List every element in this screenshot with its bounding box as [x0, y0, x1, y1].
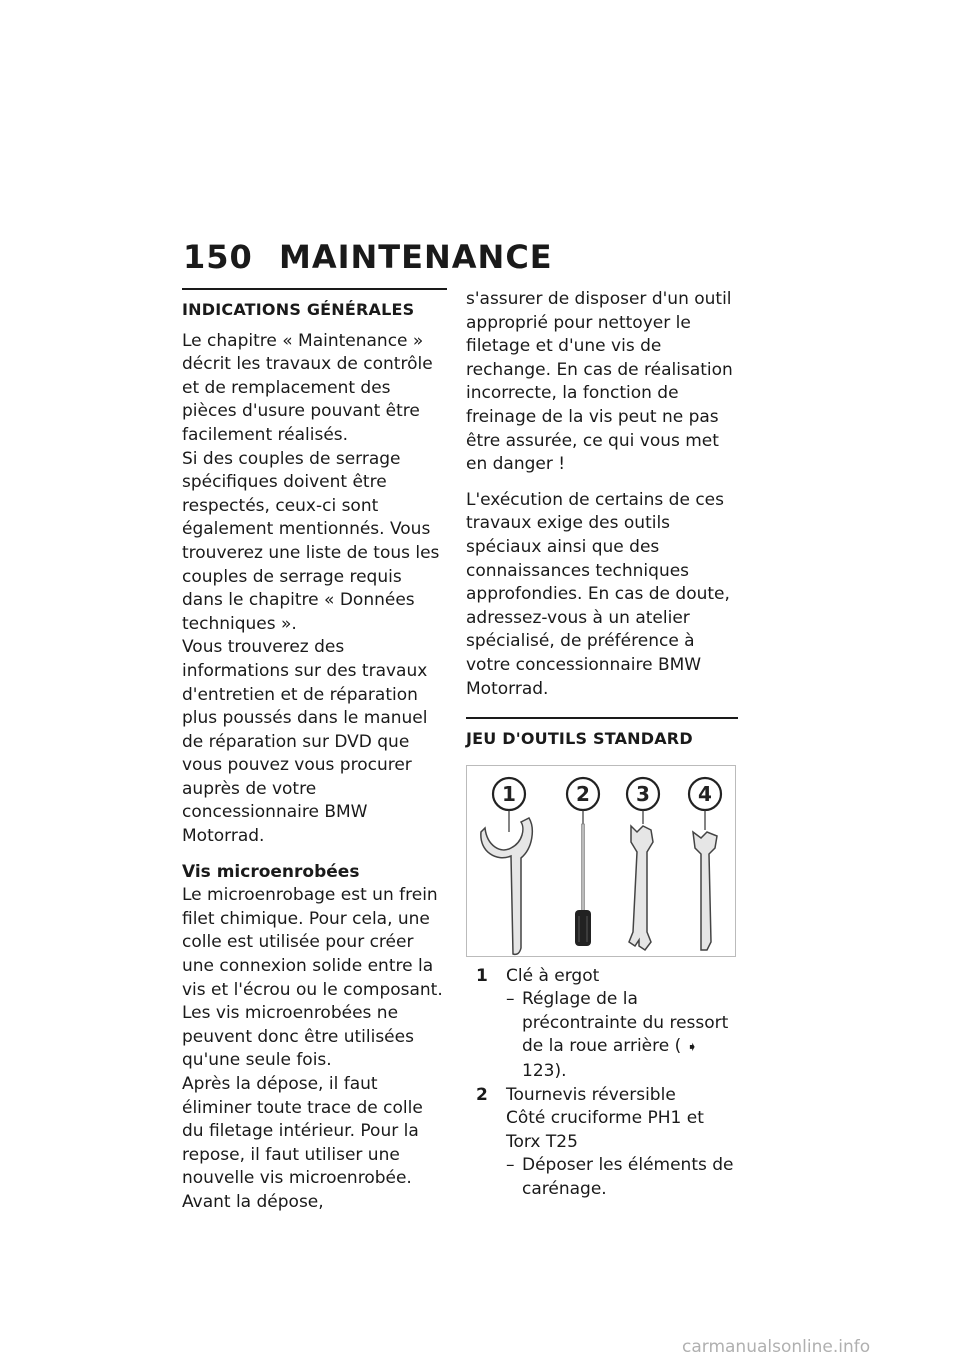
legend-detail: Déposer les éléments de carénage.	[522, 1155, 734, 1200]
section-title-general: INDICATIONS GÉNÉRALES	[182, 300, 415, 319]
paragraph: L'exécution de certains de ces travaux exige des outils spéciaux ainsi que des connaissances techniques approfondies. En cas de doute, adressez-vous à un atelier spécialisé, de préférence à votre concessionnaire BMW Motorrad.	[466, 489, 730, 699]
callout-label-2: 2	[576, 781, 590, 806]
toolkit-figure	[466, 765, 736, 957]
legend-title: Tournevis réversible	[506, 1084, 676, 1105]
paragraph: Le microenrobage est un frein filet chimique. Pour cela, une colle est utilisée pour créer une connexion solide entre la vis et l'écrou ou le composant. Les vis microenrobées ne peuvent donc être utilisées qu'une seule fois.	[182, 885, 443, 1071]
open-wrench-icon	[629, 826, 653, 950]
paragraph: s'assurer de disposer d'un outil approprié pour nettoyer le filetage et d'une vis de rechange. En cas de réalisation incorrecte, la fonction de freinage de la vis peut ne pas être assurée, ce qui vous met en danger !	[466, 289, 733, 475]
left-column	[182, 288, 447, 1215]
page-reference[interactable]: 123	[522, 1061, 555, 1082]
subheading-microencapsulated: Vis microenrobées	[182, 861, 360, 882]
legend-title: Clé à ergot	[506, 965, 600, 986]
toolkit-illustration	[467, 766, 735, 956]
legend-item: 1 Clé à ergot – Réglage de la précontrainte du ressort de la roue arrière ( ➧123).	[466, 965, 738, 1084]
legend-detail: Réglage de la précontrainte du ressort de la roue arrière ( ➧123).	[522, 989, 729, 1082]
right-column	[466, 288, 738, 1202]
page-reference-arrow-icon: ➧	[686, 1040, 698, 1056]
hook-wrench-icon	[481, 818, 532, 954]
section-title-toolkit: JEU D'OUTILS STANDARD	[466, 729, 693, 749]
toolkit-legend	[466, 965, 738, 1202]
legend-subtitle: Côté cruciforme PH1 et Torx T25	[506, 1108, 704, 1152]
callout-label-1: 1	[502, 781, 516, 806]
legend-item: 2 Tournevis réversible Côté cruciforme PH1 et Torx T25 – Déposer les éléments de carénage.	[466, 1084, 738, 1202]
chapter-title: MAINTENANCE	[279, 238, 553, 276]
watermark: carmanualsonline.info	[682, 1337, 871, 1357]
paragraph: Après la dépose, il faut éliminer toute trace de colle du filetage intérieur. Pour la repose, il faut utiliser une nouvelle vis microenrobée. Avant la dépose,	[182, 1074, 423, 1212]
legend-number: 2	[476, 1084, 488, 1105]
callout-label-3: 3	[636, 781, 650, 806]
open-wrench-icon	[693, 832, 717, 950]
section-rule	[182, 288, 447, 290]
page-number: 150	[183, 238, 253, 276]
page-header	[183, 238, 553, 276]
paragraph: Vous trouverez des informations sur des travaux d'entretien et de réparation plus poussés dans le manuel de réparation sur DVD que vous pouvez vous procurer auprès de votre concessionnaire BMW Motorrad.	[182, 637, 428, 847]
section-rule	[466, 717, 738, 719]
callout-label-4: 4	[698, 781, 712, 806]
paragraph: Si des couples de serrage spécifiques doivent être respectés, ceux-ci sont également mentionnés. Vous trouverez une liste de tous les couples de serrage requis dans le chapitre « Données techniques ».	[182, 448, 440, 634]
screwdriver-icon	[575, 824, 591, 946]
paragraph: Le chapitre « Maintenance » décrit les travaux de contrôle et de remplacement des pièces d'usure pouvant être facilement réalisés.	[182, 330, 433, 445]
legend-number: 1	[476, 965, 488, 986]
